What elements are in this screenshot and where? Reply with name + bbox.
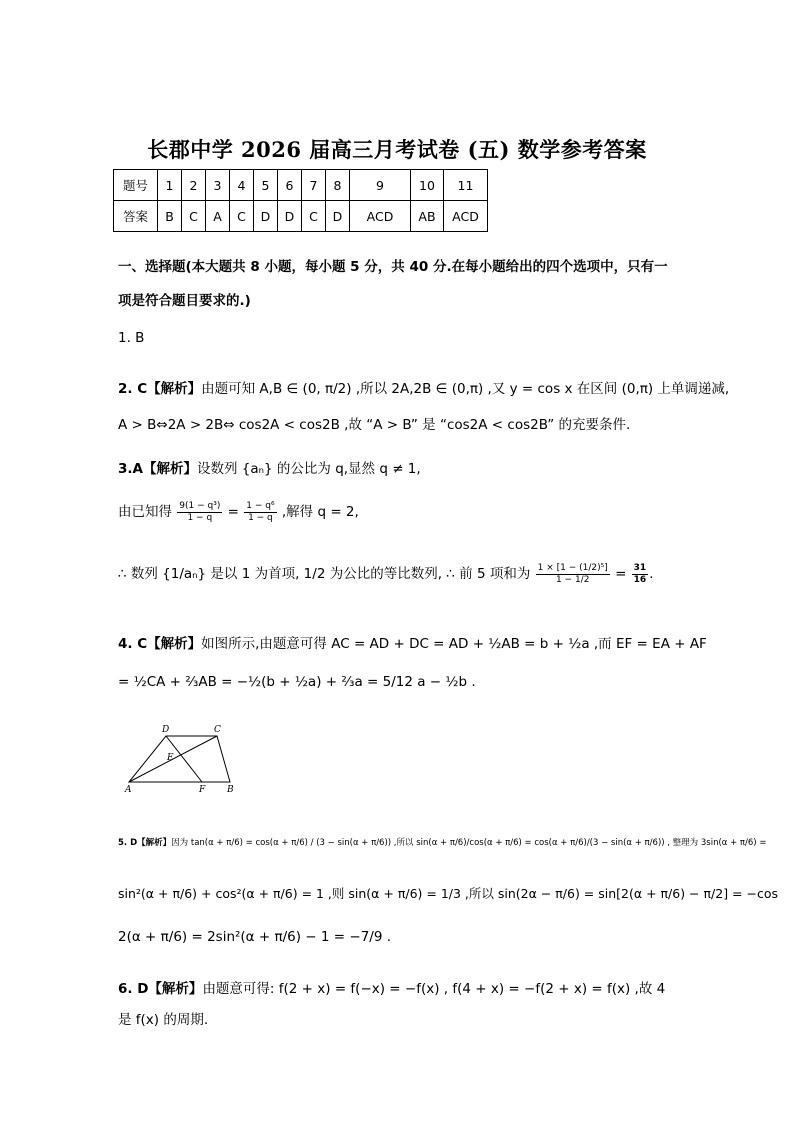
q6-line1 (118, 977, 665, 997)
table-row (114, 201, 488, 232)
table-cell: 3 (206, 170, 230, 201)
point-a-label: A (125, 785, 132, 794)
table-cell: ACD (350, 201, 411, 232)
point-c-label: C (214, 725, 221, 735)
table-cell: 11 (444, 170, 488, 201)
table-cell: 9 (350, 170, 411, 201)
q2-head: 2. C【解析】 (118, 381, 202, 397)
q6-text2: 是 f(x) 的周期. (118, 1012, 209, 1028)
table-cell: D (278, 201, 302, 232)
point-e-label: E (167, 753, 174, 763)
q2-text2: A > B⇔2A > 2B⇔ cos2A < cos2B ,故 “A > B” 是 “cos2A < cos2B” 的充要条件. (118, 417, 631, 433)
q3-text1: 设数列 {aₙ} 的公比为 q,显然 q ≠ 1, (196, 461, 421, 477)
table-cell: AB (411, 201, 444, 232)
q4-text1: 如图所示,由题意可得 AC = AD + DC = AD + ½AB = b + ½a ,而 EF = EA + AF (201, 636, 707, 652)
point-b-label: B (227, 785, 234, 794)
point-f-label: F (199, 785, 206, 794)
table-row (114, 170, 488, 201)
fraction: $\frac{31}{16}$ (633, 562, 647, 585)
table-cell: C (230, 201, 254, 232)
fraction: $\frac{\text{1 − q⁶}}{1 - q}$ (246, 500, 275, 523)
q3-text2b: ,解得 q = 2, (281, 504, 359, 520)
trapezoid-outline (129, 736, 230, 782)
q3-line3: ∴ 数列 {1/aₙ} 是以 1 为首项, 1/2 为公比的等比数列, ∴ 前 5 项和为 $\frac{\text{1 × [1 − (1/2)⁵]}}{1 - 1/2}$ = $\frac{31}{16}$ . (118, 562, 654, 585)
table-answer-label: 答案 (114, 201, 158, 232)
table-cell: 1 (158, 170, 182, 201)
q1-answer: 1. B (118, 330, 145, 346)
q3-line1 (118, 457, 421, 477)
section-heading-line2: 项是符合题目要求的.) (118, 293, 251, 309)
table-cell: 5 (254, 170, 278, 201)
table-cell: 4 (230, 170, 254, 201)
table-header-label: 题号 (114, 170, 158, 201)
answer-table (113, 169, 488, 232)
table-cell: 2 (182, 170, 206, 201)
q3-text3a: ∴ 数列 {1/aₙ} 是以 1 为首项, 1/2 为公比的等比数列, ∴ 前 5 项和为 (118, 566, 531, 582)
q3-head: 3.A【解析】 (118, 461, 197, 477)
q5-line1 (118, 836, 766, 848)
q4-text2: = ½CA + ⅔AB = −½(b + ½a) + ⅔a = 5/12 a − ½b . (118, 674, 476, 690)
q5-text1: 因为 tan(α + π/6) = cos(α + π/6) / (3 − sin(α + π/6)) ,所以 sin(α + π/6)/cos(α + π/6) = cos(α + π/6)/(3 − sin(α + π/6)) , 整理为 3sin(α + π/6) = (171, 838, 767, 848)
q2-line1 (118, 377, 729, 397)
table-cell: C (302, 201, 326, 232)
q4-line1 (118, 632, 707, 652)
q5-text2: sin²(α + π/6) + cos²(α + π/6) = 1 ,则 sin(α + π/6) = 1/3 ,所以 sin(2α − π/6) = sin[2(α + π/6) − π/2] = −cos (118, 886, 778, 901)
q2-text1: 由题可知 A,B ∈ (0, π/2) ,所以 2A,2B ∈ (0,π) ,又 y = cos x 在区间 (0,π) 上单调递减, (201, 381, 730, 397)
table-cell: A (206, 201, 230, 232)
q3-line2: 由已知得 $\frac{\text{9(1 − q³)}}{1 - q}$ = $\frac{\text{1 − q⁶}}{1 - q}$ ,解得 q = 2, (118, 500, 359, 523)
trapezoid-figure (118, 722, 238, 794)
table-cell: ACD (444, 201, 488, 232)
table-cell: 10 (411, 170, 444, 201)
fraction: $\frac{\text{9(1 − q³)}}{1 - q}$ (179, 500, 221, 523)
q5-head: 5. D【解析】 (118, 838, 172, 848)
q3-text2a: 由已知得 (118, 504, 172, 520)
fraction: $\frac{\text{1 × [1 − (1/2)⁵]}}{1 - 1/2}$ (537, 562, 608, 585)
q6-head: 6. D【解析】 (118, 981, 203, 997)
page-title: 长郡中学 2026 届高三月考试卷 (五) 数学参考答案 (147, 137, 647, 162)
q4-head: 4. C【解析】 (118, 636, 202, 652)
table-cell: 6 (278, 170, 302, 201)
table-cell: 8 (326, 170, 350, 201)
table-cell: C (182, 201, 206, 232)
table-cell: 7 (302, 170, 326, 201)
q5-text3: 2(α + π/6) = 2sin²(α + π/6) − 1 = −7/9 . (118, 929, 392, 945)
point-d-label: D (162, 725, 170, 735)
table-cell: D (326, 201, 350, 232)
q6-text1: 由题意可得: f(2 + x) = f(−x) = −f(x) , f(4 + x) = −f(2 + x) = f(x) ,故 4 (202, 981, 666, 997)
table-cell: D (254, 201, 278, 232)
table-cell: B (158, 201, 182, 232)
section-heading-line1: 一、选择题(本大题共 8 小题，每小题 5 分，共 40 分.在每小题给出的四个选项中，只有一 (118, 259, 668, 275)
